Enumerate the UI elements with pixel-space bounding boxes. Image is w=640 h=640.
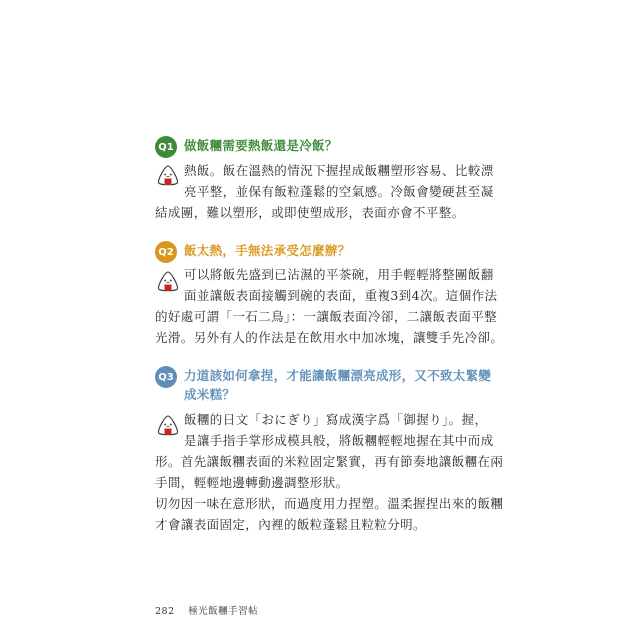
q3-answer-line: 手間，輕輕地邊轉動邊調整形狀。 [155,475,349,490]
book-title: 極光飯糰手習帖 [188,606,259,617]
question-1 [155,136,338,158]
q3-title [184,366,491,404]
q3-answer-line: 切勿因一味在意形狀，而過度用力捏塑。溫柔握捏出來的飯糰 [155,496,504,511]
question-3 [155,366,491,404]
q3-answer-line: 是讓手指手掌形成模具般，將飯糰輕輕地握在其中而成 [184,433,494,448]
q3-badge: Q3 [155,366,177,388]
q2-answer-line: 光滑。另外有人的作法是在飲用水中加冰塊，讓雙手先冷卻。 [155,330,504,345]
question-2 [155,241,350,263]
q1-title: 做飯糰需要熱飯還是冷飯？ [184,138,338,153]
q1-answer-line: 亮平整，並保有飯粒蓬鬆的空氣感。冷飯會變硬甚至凝 [184,184,494,199]
onigiri-icon [156,164,180,188]
q3-answer-line: 才會讓表面固定，內裡的飯粒蓬鬆且粒粒分明。 [155,517,426,532]
q2-answer-line: 面並讓飯表面接觸到碗的表面，重複3到4次。這個作法 [184,288,498,303]
q3-answer-line: 形。首先讓飯糰表面的米粒固定緊實，再有節奏地讓飯糰在兩 [155,454,504,469]
page-number: 282 [155,606,175,617]
q3-answer-line: 飯糰的日文「おにぎり」寫成漢字爲「御握り」。握， [184,412,488,427]
q2-badge: Q2 [155,241,177,263]
q3-title-line: 力道該如何拿捏，才能讓飯糰漂亮成形，又不致太緊變 [184,368,492,383]
q1-answer-line: 結成團，難以塑形，或即使塑成形，表面亦會不平整。 [155,205,465,220]
onigiri-icon [156,270,180,294]
q2-answer-line: 可以將飯先盛到已沾濕的平茶碗，用手輕輕將整團飯翻 [184,267,494,282]
q2-answer-line: 的好處可謂「一石二鳥」：一讓飯表面冷卻，二讓飯表面平整 [155,309,498,324]
q3-title-line: 成米糕？ [184,387,236,402]
q1-answer-line: 熱飯。飯在溫熱的情況下握捏成飯糰塑形容易、比較漂 [184,163,494,178]
q1-badge: Q1 [155,136,177,158]
q2-title: 飯太熱，手無法承受怎麼辦？ [184,243,351,258]
onigiri-icon [156,414,180,438]
page-footer [155,603,258,617]
